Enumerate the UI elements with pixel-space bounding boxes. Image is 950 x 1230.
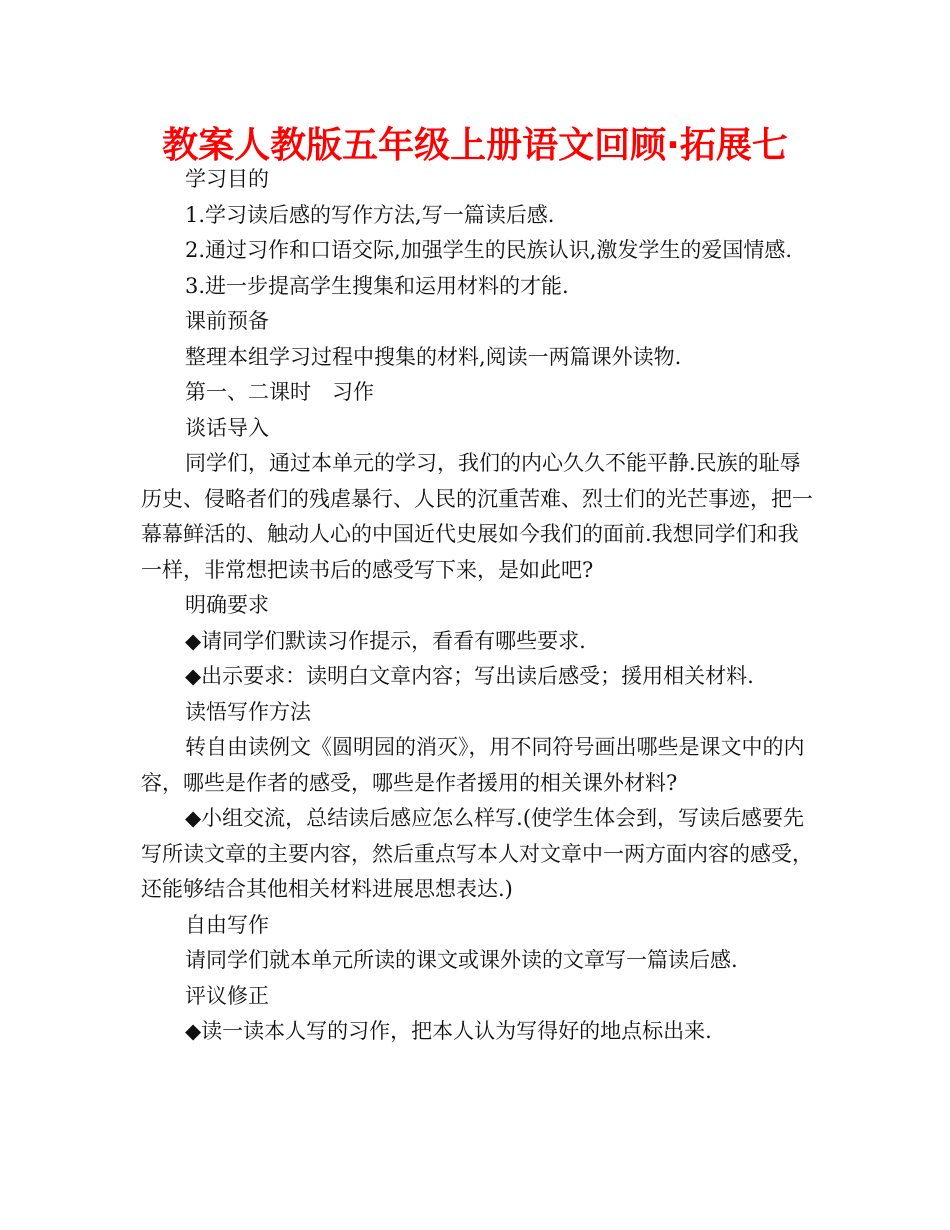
section-heading-requirements: 明确要求 bbox=[185, 593, 269, 617]
section-heading-review: 评议修正 bbox=[185, 983, 269, 1008]
review-item-1: ◆读一读本人写的习作，把本人认为写得好的地点标出来. bbox=[185, 1019, 712, 1043]
section-heading-method: 读悟写作方法 bbox=[185, 699, 311, 724]
method-paragraph: 转自由读例文《圆明园的消灭》，用不同符号画出哪些是课文中的内容，哪些是作者的感受，哪些是作者援用的相关课外材料? bbox=[141, 735, 805, 795]
objective-item-1: 1.学习读后感的写作方法,写一篇读后感. bbox=[185, 202, 555, 227]
document-title: 教案人教版五年级上册语文回顾·拓展七 bbox=[162, 125, 788, 166]
preparation-text: 整理本组学习过程中搜集的材料,阅读一两篇课外读物. bbox=[185, 344, 682, 369]
requirement-item-2: ◆出示要求：读明白文章内容；写出读后感受；援用相关材料. bbox=[185, 664, 754, 688]
section-heading-preparation: 课前预备 bbox=[185, 309, 269, 333]
intro-paragraph: 同学们，通过本单元的学习，我们的内心久久不能平静.民族的耻辱历史、侵略者们的残虐暴行、人民的沉重苦难、烈士们的光芒事迹，把一幕幕鲜活的、触动人心的中国近代史展如今我们的面前.我想同学们和我一样，非常想把读书后的感受写下来，是如此吧? bbox=[141, 451, 813, 582]
group-exchange-paragraph: ◆小组交流，总结读后感应怎么样写.(使学生体会到，写读后感要先写所读文章的主要内容，然后重点写本人对文章中一两方面内容的感受，还能够结合其他相关材料进展思想表达.) bbox=[141, 806, 813, 901]
section-heading-free-writing: 自由写作 bbox=[185, 912, 269, 937]
free-writing-text: 请同学们就本单元所读的课文或课外读的文章写一篇读后感. bbox=[185, 948, 738, 972]
requirement-item-1: ◆请同学们默读习作提示，看看有哪些要求. bbox=[185, 628, 586, 653]
objective-item-2: 2.通过习作和口语交际,加强学生的民族认识,激发学生的爱国情感. bbox=[185, 238, 793, 262]
lesson-heading: 第一、二课时 习作 bbox=[185, 380, 374, 404]
section-heading-intro: 谈话导入 bbox=[185, 415, 269, 440]
document-body bbox=[141, 162, 813, 1050]
objective-item-3: 3.进一步提高学生搜集和运用材料的才能. bbox=[185, 273, 569, 298]
section-heading-objectives: 学习目的 bbox=[185, 167, 269, 191]
